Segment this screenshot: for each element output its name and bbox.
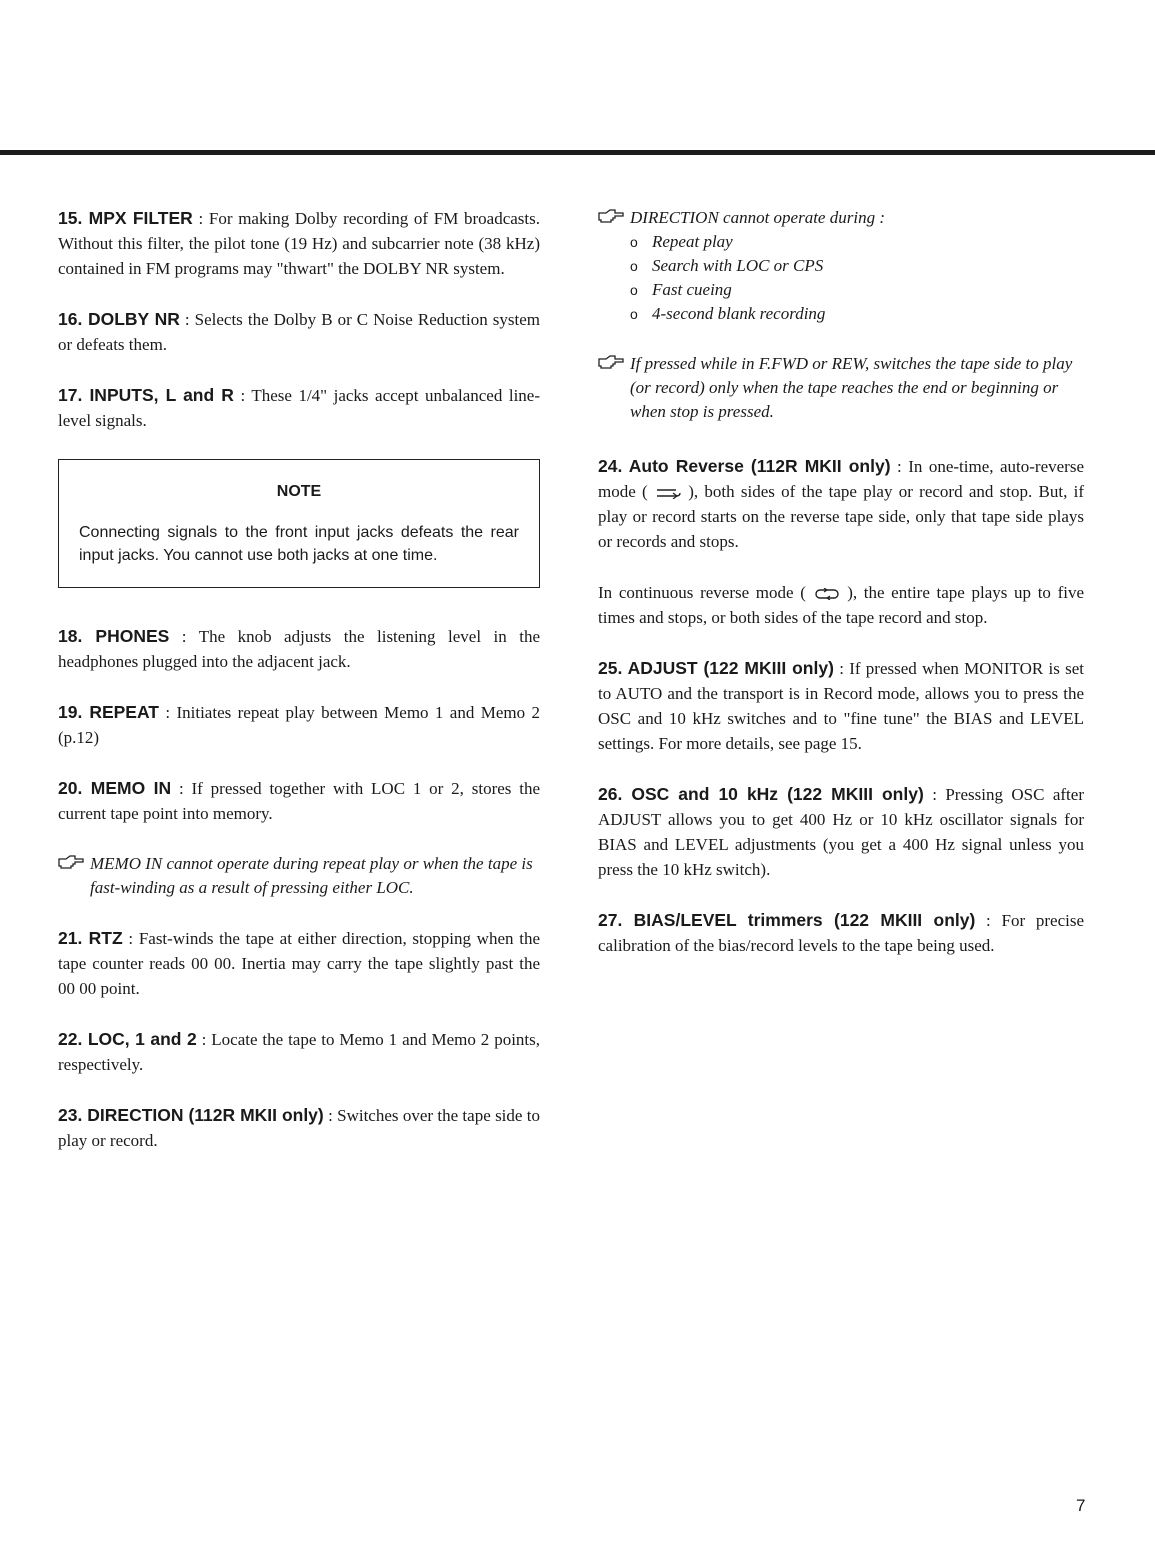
- entry-heading: 23. DIRECTION (112R MKII only): [58, 1105, 324, 1125]
- entry-heading: 25. ADJUST (122 MKIII only): [598, 658, 834, 678]
- continuous-reverse-icon: [813, 588, 841, 600]
- entry-27: [598, 908, 1084, 958]
- entry-text: : Selects the Dolby B or C Noise Reduction system or defeats them.: [58, 310, 540, 354]
- entry-23: [58, 1103, 540, 1153]
- entry-text: : If pressed together with LOC 1 or 2, stores the current tape point into memory.: [58, 779, 540, 823]
- caution-pressed: [598, 352, 1084, 424]
- bullet: o: [630, 258, 638, 274]
- note-body: Connecting signals to the front input jacks defeats the rear input jacks. You cannot use both jacks at one time.: [79, 524, 519, 564]
- entry-heading: 24. Auto Reverse (112R MKII only): [598, 456, 891, 476]
- entry-text: : Pressing OSC after ADJUST allows you to get 400 Hz or 10 kHz oscillator signals for BIAS and LEVEL adjustments (you get a 400 Hz signal unless you press the 10 kHz switch).: [598, 785, 1084, 879]
- entry-text: : If pressed when MONITOR is set to AUTO and the transport is in Record mode, allows you to press the OSC and 10 kHz switches and to "fine tune" the BIAS and LEVEL settings. For more details, see page 15.: [598, 659, 1084, 753]
- entry-22: [58, 1027, 540, 1077]
- entry-text: : These 1/4" jacks accept unbalanced line-level signals.: [58, 386, 540, 430]
- top-rule: [0, 150, 1155, 155]
- bullet: o: [630, 282, 638, 298]
- caution-memo-in: [58, 852, 540, 900]
- caution-text: If pressed while in F.FWD or REW, switches the tape side to play (or record) only when the tape reaches the end or beginning or when stop is pressed.: [630, 354, 1073, 421]
- entry-text: : The knob adjusts the listening level in the headphones plugged into the adjacent jack.: [58, 627, 540, 671]
- entry-text: ), both sides of the tape play or record and stop. But, if play or record starts on the reverse tape side, only that tape side plays or records and stops.: [598, 482, 1084, 551]
- caution-direction: [598, 206, 1084, 326]
- caution-list: [630, 230, 1084, 326]
- entry-heading: 21. RTZ: [58, 928, 123, 948]
- entry-text: : Locate the tape to Memo 1 and Memo 2 points, respectively.: [58, 1030, 541, 1074]
- pointing-hand-icon: [58, 855, 84, 871]
- entry-text: ), the entire tape plays up to five times and stops, or both sides of the tape record and stop.: [598, 583, 1084, 627]
- right-column: [598, 206, 1084, 984]
- pointing-hand-icon: [598, 209, 624, 225]
- note-box: [58, 459, 540, 588]
- bullet: o: [630, 306, 638, 322]
- page-number: 7: [1076, 1496, 1086, 1515]
- entry-text: : For making Dolby recording of FM broadcasts. Without this filter, the pilot tone (19 Hz) and subcarrier note (38 kHz) contained in FM programs may "thwart" the DOLBY NR system.: [58, 209, 540, 278]
- entry-heading: 22. LOC, 1 and 2: [58, 1029, 197, 1049]
- list-item-text: 4-second blank recording: [652, 304, 826, 323]
- caution-intro: DIRECTION cannot operate during :: [630, 208, 885, 227]
- entry-18: [58, 624, 540, 674]
- left-column: [58, 206, 540, 1179]
- caution-text: MEMO IN cannot operate during repeat play or when the tape is fast-winding as a result of pressing either LOC.: [90, 854, 533, 897]
- entry-24-continuous: [598, 580, 1084, 630]
- list-item: [630, 302, 1084, 326]
- entry-heading: 27. BIAS/LEVEL trimmers (122 MKIII only): [598, 910, 976, 930]
- list-item-text: Fast cueing: [652, 280, 732, 299]
- entry-text: In continuous reverse mode (: [598, 583, 813, 602]
- entry-20: [58, 776, 540, 826]
- entry-15: [58, 206, 540, 281]
- list-item-text: Repeat play: [652, 232, 733, 251]
- entry-text: : In one-time, auto-reverse mode (: [598, 457, 1085, 501]
- entry-26: [598, 782, 1084, 882]
- entry-24: [598, 454, 1084, 554]
- list-item: [630, 230, 1084, 254]
- entry-text: : Initiates repeat play between Memo 1 and Memo 2 (p.12): [58, 703, 540, 747]
- entry-heading: 20. MEMO IN: [58, 778, 172, 798]
- entry-text: : For precise calibration of the bias/record levels to the tape being used.: [598, 911, 1084, 955]
- note-title: NOTE: [276, 483, 322, 500]
- entry-heading: 15. MPX FILTER: [58, 208, 193, 228]
- entry-19: [58, 700, 540, 750]
- entry-25: [598, 656, 1084, 756]
- entry-heading: 17. INPUTS, L and R: [58, 385, 234, 405]
- entry-heading: 26. OSC and 10 kHz (122 MKIII only): [598, 784, 924, 804]
- list-item-text: Search with LOC or CPS: [652, 256, 824, 275]
- list-item: [630, 278, 1084, 302]
- entry-text: : Switches over the tape side to play or record.: [58, 1106, 540, 1150]
- pointing-hand-icon: [598, 355, 624, 371]
- bullet: o: [630, 234, 638, 250]
- one-time-reverse-icon: [654, 487, 682, 499]
- entry-heading: 16. DOLBY NR: [58, 309, 180, 329]
- entry-text: : Fast-winds the tape at either direction, stopping when the tape counter reads 00 00. Inertia may carry the tape slightly past the 00 00 point.: [58, 929, 540, 998]
- entry-heading: 19. REPEAT: [58, 702, 159, 722]
- entry-17: [58, 383, 540, 433]
- entry-heading: 18. PHONES: [58, 626, 170, 646]
- entry-21: [58, 926, 540, 1001]
- entry-16: [58, 307, 540, 357]
- list-item: [630, 254, 1084, 278]
